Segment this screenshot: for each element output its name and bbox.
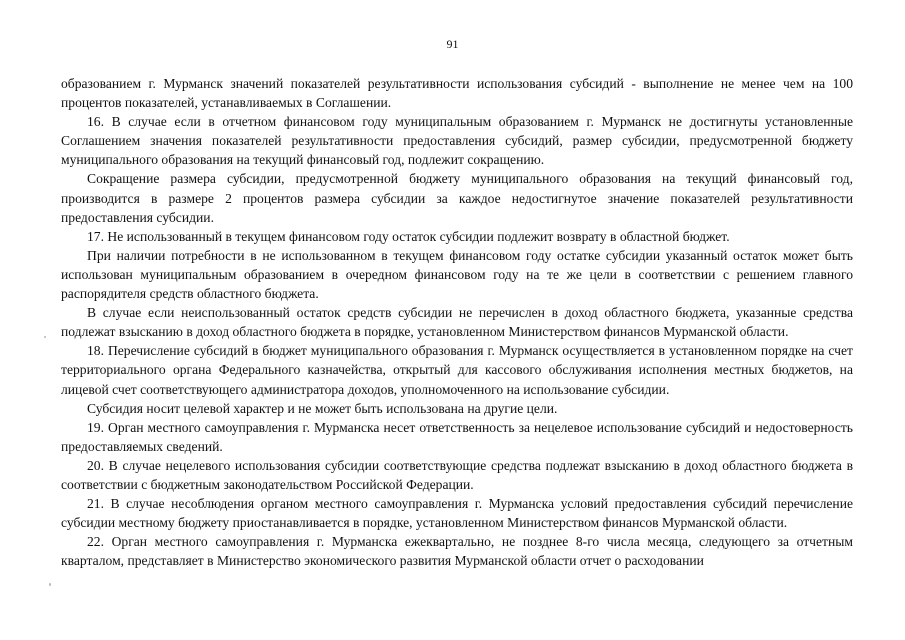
- scan-speck: [44, 336, 46, 338]
- paragraph-targeted-use: Субсидия носит целевой характер и не может быть использована на другие цели.: [87, 400, 558, 416]
- paragraph-18: 18. Перечисление субсидий в бюджет муниципального образования г. Мурманск осуществляется в установленном порядке на счет территориального органа Федерального казначейства, открытый для кассового обслуживания исполнения местных бюджетов, на лицевой счет соответствующего администратора доходов, уполномоченного на использование субсидии.: [61, 343, 853, 397]
- paragraph-subsidy-reduction: Сокращение размера субсидии, предусмотренной бюджету муниципального образования на текущий финансовый год, производится в размере 2 процентов размера субсидии за каждое недостигнутое значение показателей результативности предоставления субсидии.: [61, 171, 853, 225]
- paragraph-17: 17. Не использованный в текущем финансовом году остаток субсидии подлежит возврату в областной бюджет.: [87, 228, 730, 244]
- paragraph-remainder-recovery: В случае если неиспользованный остаток средств субсидии не перечислен в доход областного бюджета, указанные средства подлежат взысканию в доход областного бюджета в порядке, установленном Министерством финансов Мурманской области.: [61, 305, 853, 340]
- page-number: 91: [446, 37, 459, 51]
- paragraph-20: 20. В случае нецелевого использования субсидии соответствующие средства подлежат взысканию в доход областного бюджета в соответствии с бюджетным законодательством Российской Федерации.: [61, 457, 853, 492]
- scan-speck: [49, 583, 51, 586]
- document-body: [61, 74, 853, 570]
- paragraph-16: 16. В случае если в отчетном финансовом году муниципальным образованием г. Мурманск не достигнуты установленные Соглашением значения показателей результативности предоставления субсидий, размер субсидии, предусмотренной бюджету муниципального образования на текущий финансовый год, подлежит сокращению.: [61, 114, 853, 168]
- paragraph-remainder-use: При наличии потребности в не использованном в текущем финансовом году остатке субсидии указанный остаток может быть использован муниципальным образованием в очередном финансовом году на те же цели в соответствии с решением главного распорядителя средств областного бюджета.: [61, 247, 853, 302]
- paragraph-22: 22. Орган местного самоуправления г. Мурманска ежеквартально, не позднее 8-го числа месяца, следующего за отчетным кварталом, представляет в Министерство экономического развития Мурманской области отчет о расходовании: [61, 534, 853, 569]
- paragraph-21: 21. В случае несоблюдения органом местного самоуправления г. Мурманска условий предоставления субсидий перечисление субсидии местному бюджету приостанавливается в порядке, установленном Министерством финансов Мурманской области.: [61, 496, 853, 531]
- paragraph-19: 19. Орган местного самоуправления г. Мурманска несет ответственность за нецелевое использование субсидий и недостоверность предоставляемых сведений.: [61, 419, 853, 454]
- paragraph-continuation: образованием г. Мурманск значений показателей результативности использования субсидий - выполнение не менее чем на 100 процентов показателей, устанавливаемых в Соглашении.: [61, 76, 853, 111]
